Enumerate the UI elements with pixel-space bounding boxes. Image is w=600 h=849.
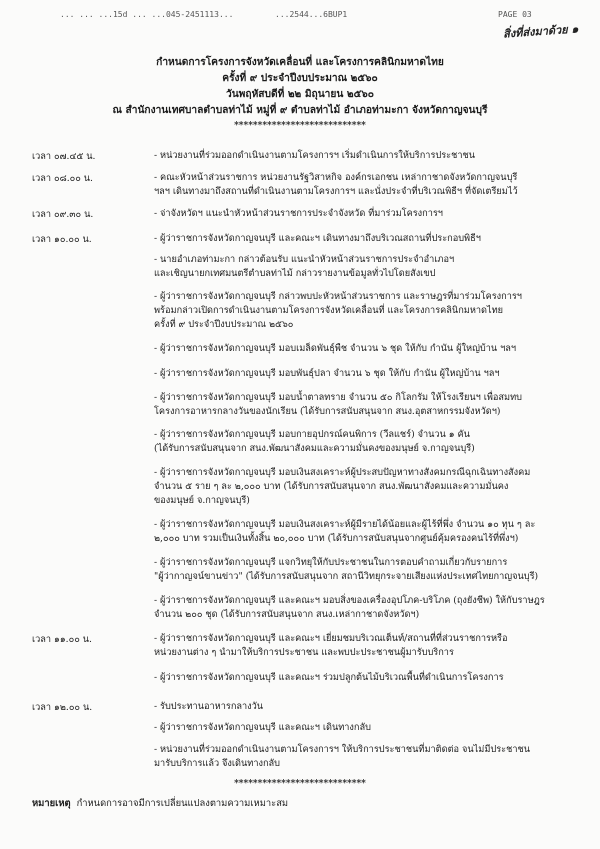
attachment-stamp: สิ่งที่ส่งมาด้วย ๑ xyxy=(502,22,579,41)
schedule-time: เวลา ๐๗.๔๕ น. xyxy=(32,151,96,162)
schedule-time: เวลา ๑๑.๐๐ น. xyxy=(32,634,92,645)
schedule-item: - หน่วยงานที่ร่วมออกดำเนินงานตามโครงการฯ ให้บริการประชาชนที่มาติดต่อ จนไม่มีประชาชน มารับบริการแล้ว จึงเดินทางกลับ xyxy=(154,744,531,769)
schedule-item: - ผู้ว่าราชการจังหวัดกาญจนบุรี มอบเงินสงเคราะห์ผู้ประสบปัญหาทางสังคมกรณีฉุกเฉินทางสังคม จำนวน ๕ ราย ๆ ละ ๒,๐๐๐ บาท (ได้รับการสนับสนุนจาก สนง.พัฒนาสังคมและความมั่นคง ของมนุษย์ จ.กาญจนบุรี) xyxy=(154,467,531,506)
remark xyxy=(32,796,288,811)
schedule-item: - คณะหัวหน้าส่วนราชการ หน่วยงานรัฐวิสาหกิจ องค์กรเอกชน เหล่ากาชาดจังหวัดกาญจนบุรี ฯลฯ เดินทางมาถึงสถานที่ดำเนินงานตามโครงการฯ และนั่งประจำที่บริเวณพิธีฯ ที่จัดเตรียมไว้ xyxy=(154,172,518,197)
schedule-time: เวลา ๐๘.๐๐ น. xyxy=(32,173,93,184)
remark-text: กำหนดการอาจมีการเปลี่ยนแปลงตามความเหมาะสม xyxy=(76,798,289,809)
schedule-item: - ผู้ว่าราชการจังหวัดกาญจนบุรี และคณะฯ เยี่ยมชมบริเวณเต็นท์/สถานที่ที่ส่วนราชการหรือ หน่วยงานต่าง ๆ นำมาให้บริการประชาชน และพบปะประชาชนผู้มารับบริการ xyxy=(154,633,508,658)
schedule-item: - ผู้ว่าราชการจังหวัดกาญจนบุรี มอบกายอุปกรณ์คนพิการ (วีลแชร์) จำนวน ๑ คัน (ได้รับการสนับสนุนจาก สนง.พัฒนาสังคมและความมั่นคงของมนุษย์ จ.กาญจนบุรี) xyxy=(154,429,475,454)
document-venue: ณ สำนักงานเทศบาลตำบลท่าไม้ หมู่ที่ ๙ ตำบลท่าไม้ อำเภอท่ามะกา จังหวัดกาญจนบุรี xyxy=(112,104,488,116)
schedule-item: - ผู้ว่าราชการจังหวัดกาญจนบุรี และคณะฯ เดินทางมาถึงบริเวณสถานที่ประกอบพิธีฯ xyxy=(154,233,481,244)
schedule-item: - ผู้ว่าราชการจังหวัดกาญจนบุรี และคณะฯ มอบสิ่งของเครื่องอุปโภค-บริโภค (ถุงยังชีพ) ให้กับราษฎร จำนวน ๒๐๐ ชุด (ได้รับการสนับสนุนจาก สนง.เหล่ากาชาดจังหวัดฯ) xyxy=(154,595,545,620)
schedule-item: - ผู้ว่าราชการจังหวัดกาญจนบุรี มอบเมล็ดพันธุ์พืช จำนวน ๖ ชุด ให้กับ กำนัน ผู้ใหญ่บ้าน ฯลฯ xyxy=(154,343,517,354)
schedule-item: - ผู้ว่าราชการจังหวัดกาญจนบุรี แจกวิทยุให้กับประชาชนในการตอบคำถามเกี่ยวกับรายการ "ผู้ว่ากาญจน์ขานข่าว" (ได้รับการสนับสนุนจาก สถานีวิทยุกระจายเสียงแห่งประเทศไทยกาญจนบุรี) xyxy=(154,557,539,582)
document-title: กำหนดการโครงการจังหวัดเคลื่อนที่ และโครงการคลินิกมหาดไทย xyxy=(156,56,444,68)
schedule-item: - ผู้ว่าราชการจังหวัดกาญจนบุรี และคณะฯ เดินทางกลับ xyxy=(154,722,371,733)
schedule-item: - ผู้ว่าราชการจังหวัดกาญจนบุรี มอบน้ำตาลทราย จำนวน ๕๐ กิโลกรัม ให้โรงเรียนฯ เพื่อสมทบ โครงการอาหารกลางวันของนักเรียน (ได้รับการสนับสนุนจาก สนง.อุตสาหกรรมจังหวัดฯ) xyxy=(154,392,522,417)
schedule-item: - รับประทานอาหารกลางวัน xyxy=(154,701,264,712)
fax-header-middle: ...2544...6BUP1 xyxy=(275,10,348,19)
schedule-item: - ผู้ว่าราชการจังหวัดกาญจนบุรี และคณะฯ ร่วมปลูกต้นไม้บริเวณพื้นที่ดำเนินการโครงการ xyxy=(154,672,504,683)
schedule-time: เวลา ๐๙.๓๐ น. xyxy=(32,209,94,220)
schedule-item: - นายอำเภอท่ามะกา กล่าวต้อนรับ แนะนำหัวหน้าส่วนราชการประจำอำเภอฯ และเชิญนายกเทศมนตรีตำบลท่าไม้ กล่าวรายงานข้อมูลทั่วไปโดยสังเขป xyxy=(154,254,455,279)
schedule-item: - จ่าจังหวัดฯ แนะนำหัวหน้าส่วนราชการประจำจังหวัด ที่มาร่วมโครงการฯ xyxy=(154,208,443,219)
schedule-item: - ผู้ว่าราชการจังหวัดกาญจนบุรี มอบพันธุ์ปลา จำนวน ๖ ชุด ให้กับ กำนัน ผู้ใหญ่บ้าน ฯลฯ xyxy=(154,368,500,379)
fax-header-left: ... ... ...15d ... ...045-2451113... xyxy=(60,10,234,19)
schedule-item: - หน่วยงานที่ร่วมออกดำเนินงานตามโครงการฯ เริ่มดำเนินการให้บริการประชาชน xyxy=(154,150,475,161)
schedule-item: - ผู้ว่าราชการจังหวัดกาญจนบุรี มอบเงินสงเคราะห์ผู้มีรายได้น้อยและผู้ไร้ที่พึ่ง จำนวน ๑๐ ทุน ๆ ละ ๒,๐๐๐ บาท รวมเป็นเงินทั้งสิ้น ๒๐,๐๐๐ บาท (ได้รับการสนับสนุนจากศูนย์คุ้มครองคนไร้ที่พึ่งฯ) xyxy=(154,519,536,544)
header-divider: **************************** xyxy=(234,121,366,131)
document-subtitle: ครั้งที่ ๙ ประจำปีงบประมาณ ๒๕๖๐ xyxy=(222,72,378,84)
schedule-time: เวลา ๑๒.๐๐ น. xyxy=(32,702,93,713)
footer-divider: **************************** xyxy=(234,779,366,789)
remark-label: หมายเหตุ xyxy=(32,798,71,809)
document-date: วันพฤหัสบดีที่ ๒๒ มิถุนายน ๒๕๖๐ xyxy=(226,88,374,100)
schedule-item: - ผู้ว่าราชการจังหวัดกาญจนบุรี กล่าวพบปะหัวหน้าส่วนราชการ และราษฎรที่มาร่วมโครงการฯ พร้อมกล่าวเปิดการดำเนินงานตามโครงการจังหวัดเคลื่อนที่ และโครงการคลินิกมหาดไทย ครั้งที่ ๙ ประจำปีงบประมาณ ๒๕๖๐ xyxy=(154,291,522,330)
schedule-time: เวลา ๑๐.๐๐ น. xyxy=(32,234,92,245)
fax-header-page: PAGE 03 xyxy=(498,10,532,19)
